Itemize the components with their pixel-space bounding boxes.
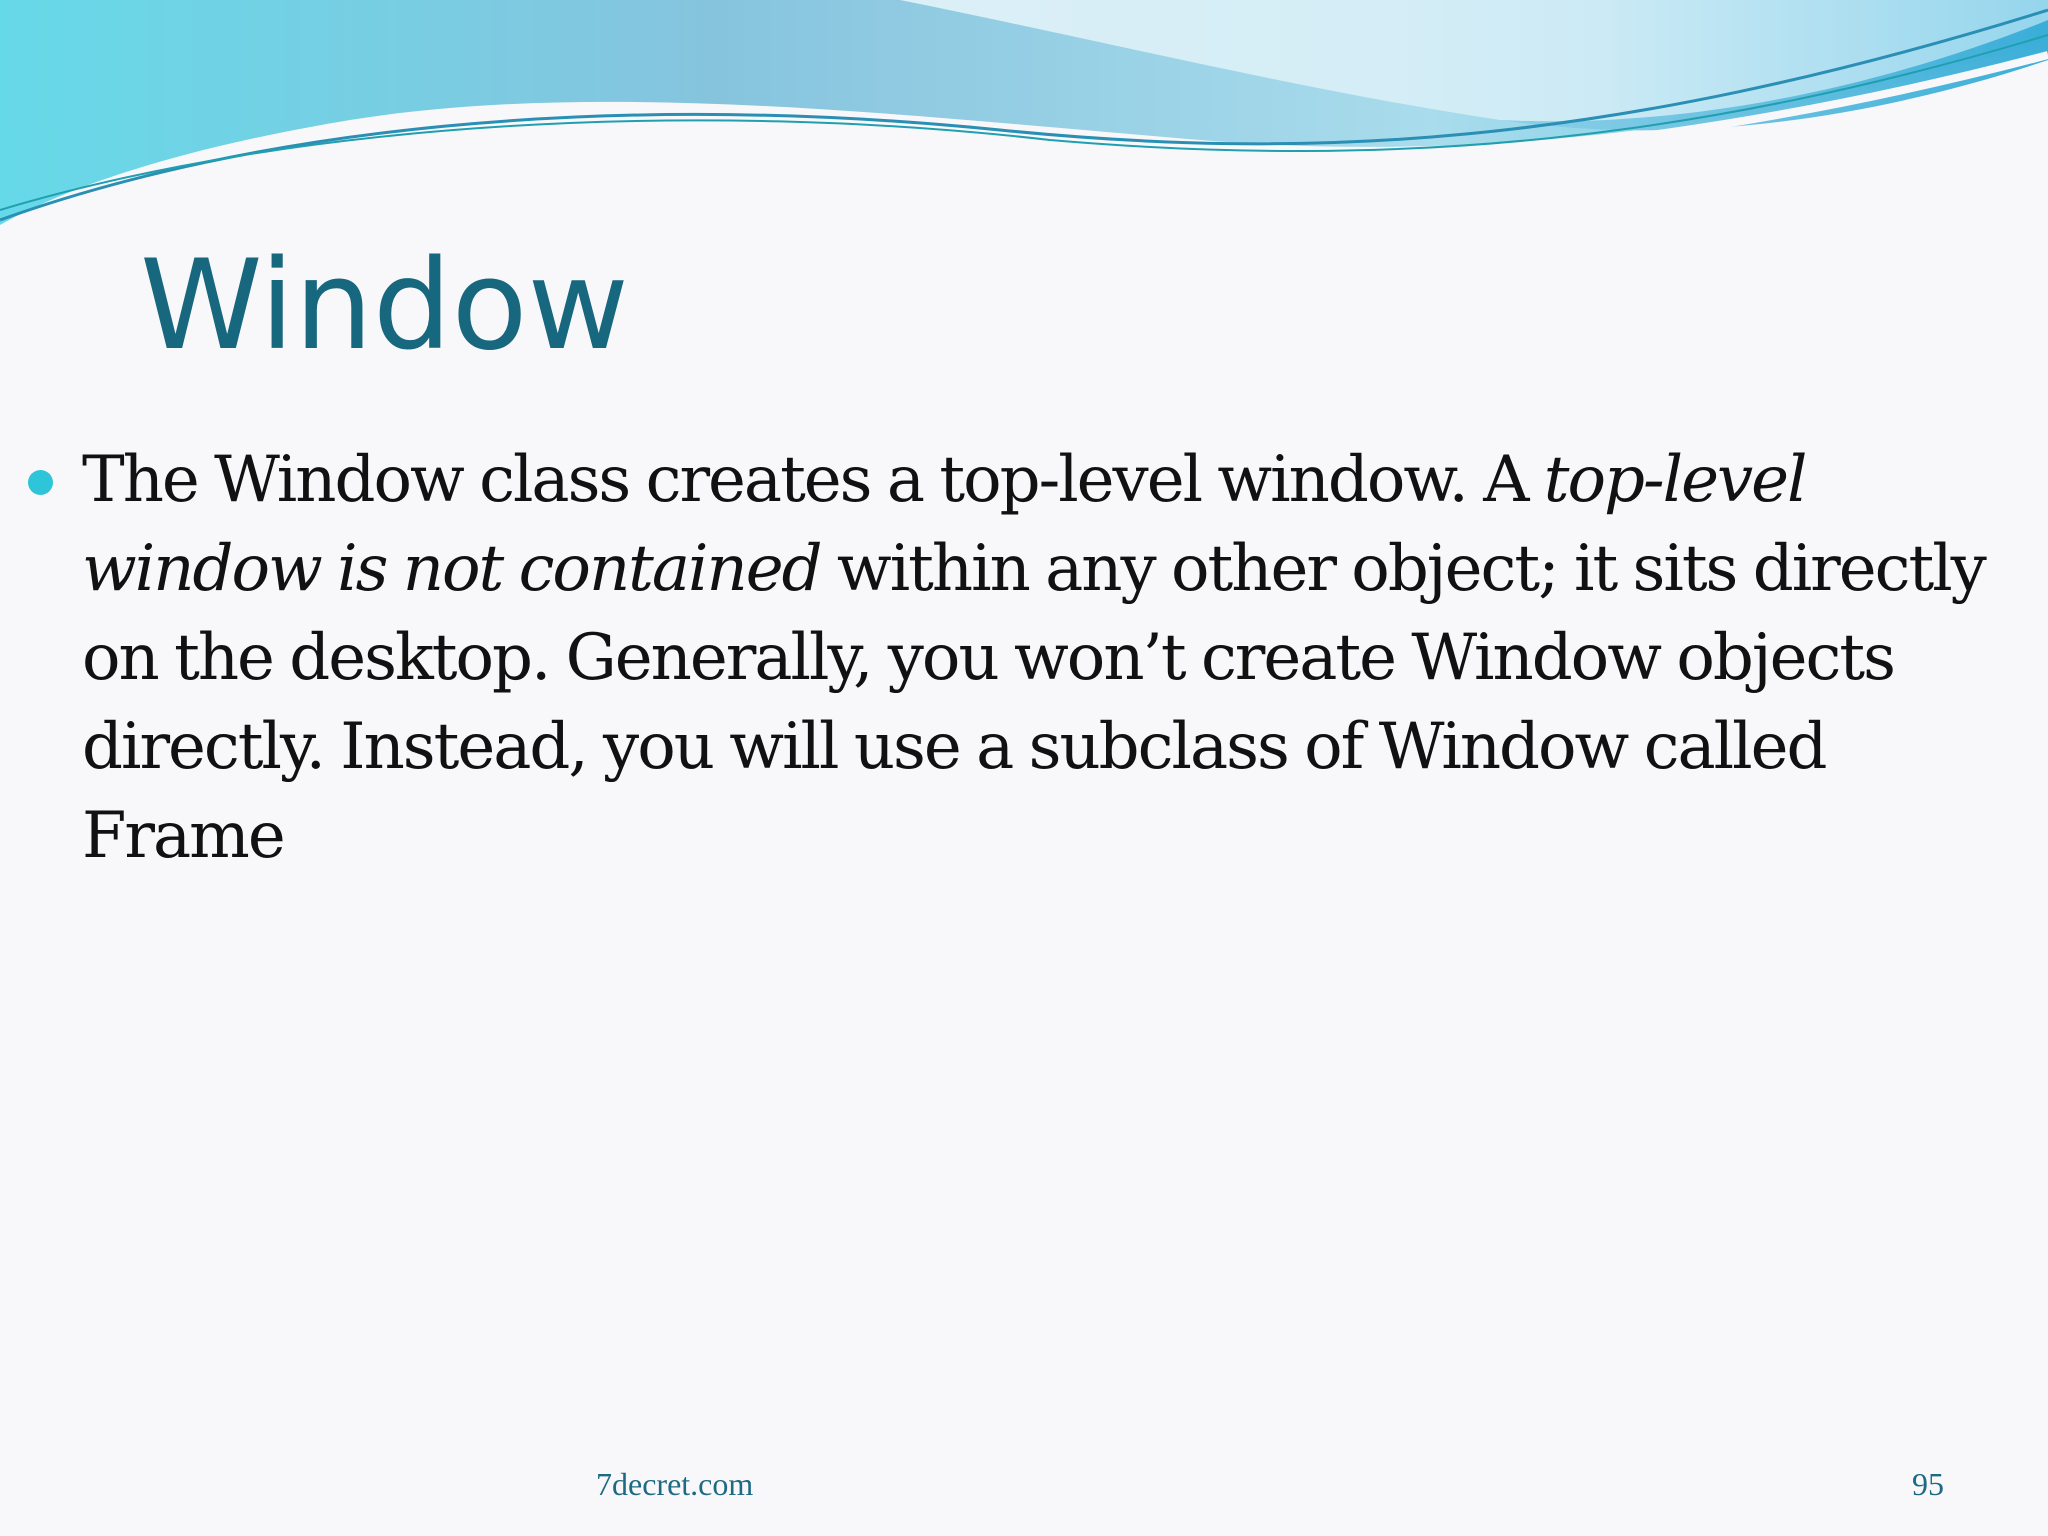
bullet-text xyxy=(82,436,2014,881)
slide-title: Window xyxy=(140,234,629,378)
bullet-text-part2: within any other object; it sits directly on the desktop. Generally, you won’t create Window objects directly. Instead, you will use a subclass of Window called Frame xyxy=(82,532,1985,873)
bullet-item xyxy=(24,436,2014,881)
bullet-dot-icon xyxy=(28,470,53,495)
footer-site: 7decret.com xyxy=(596,1466,754,1502)
slide-body xyxy=(24,436,2014,881)
bullet-text-italic: top-level window is not contained xyxy=(82,443,1806,606)
header-wave-decoration xyxy=(0,0,2048,240)
bullet-text-part1: The Window class creates a top-level window. A xyxy=(82,443,1544,517)
footer-page-number: 95 xyxy=(1912,1466,1944,1502)
